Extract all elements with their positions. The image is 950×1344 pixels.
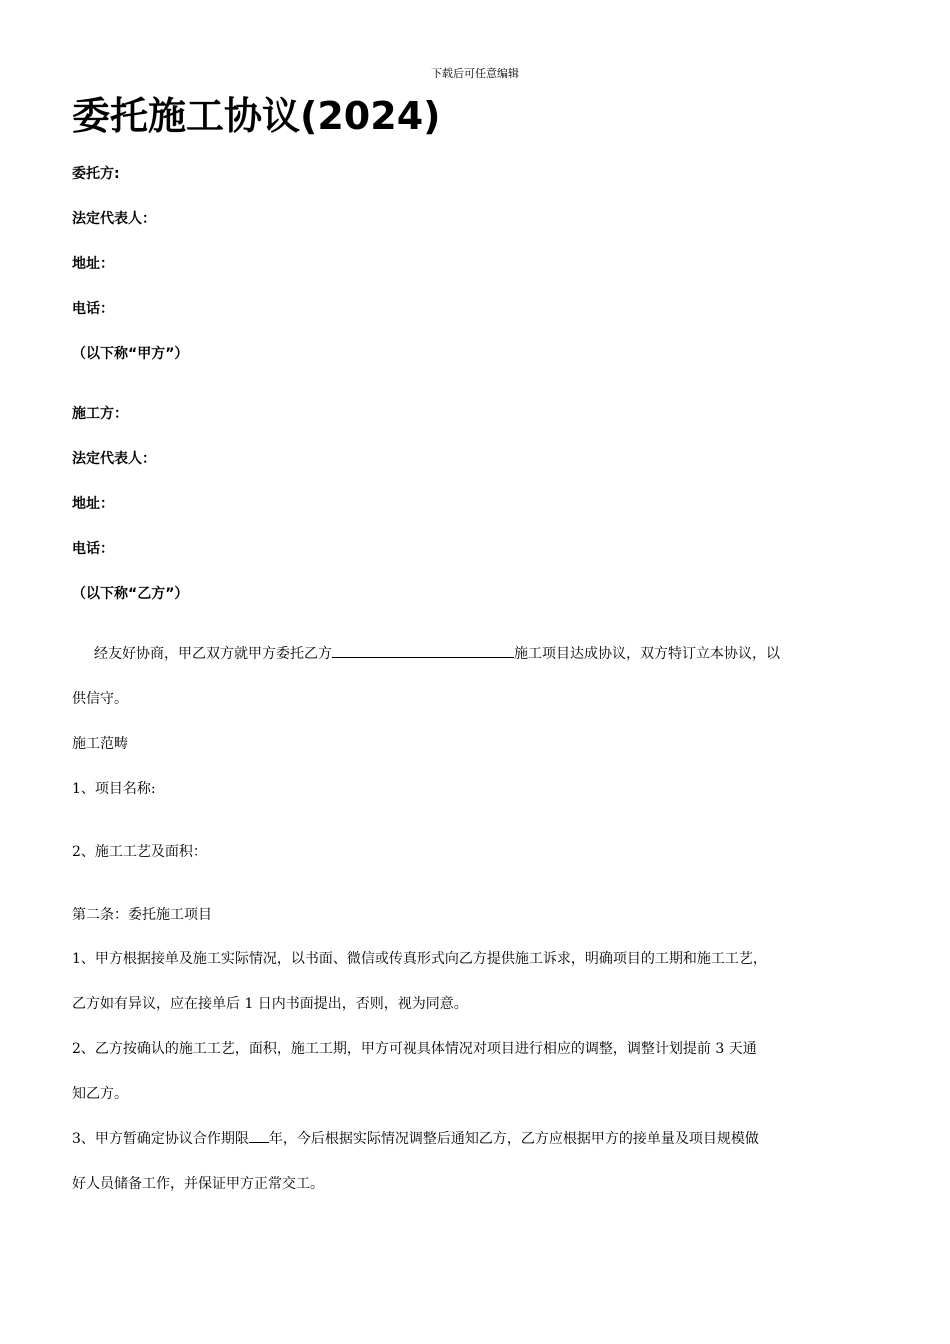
p3-text-after: 年，今后根据实际情况调整后通知乙方，乙方应根据甲方的接单量及项目规模做	[268, 1131, 759, 1147]
party-a-alias: （以下称“甲方”）	[72, 346, 189, 362]
p3-text-before: 3、甲方暂确定协议合作期限	[72, 1131, 249, 1147]
article-2-p2-line-1: 2、乙方按确认的施工工艺，面积，施工工期，甲方可视具体情况对项目进行相应的调整，调整计划提前 3 天通	[72, 1041, 757, 1057]
party-a-rep: 法定代表人：	[72, 211, 156, 227]
project-blank[interactable]	[332, 643, 514, 658]
party-b-phone: 电话：	[72, 541, 114, 557]
article-2-p1-line-1: 1、甲方根据接单及施工实际情况，以书面、微信或传真形式向乙方提供施工诉求，明确项目的工期和施工工艺，	[72, 951, 767, 967]
party-a-phone: 电话：	[72, 301, 114, 317]
scope-item-2: 2、施工工艺及面积：	[72, 844, 207, 860]
party-b-rep: 法定代表人：	[72, 451, 156, 467]
article-2-p2-line-2: 知乙方。	[72, 1086, 128, 1102]
party-b-label: 施工方：	[72, 406, 128, 422]
article-2-p3-line-1	[72, 1128, 759, 1150]
party-b-address: 地址：	[72, 496, 114, 512]
scope-item-1: 1、项目名称:	[72, 781, 156, 797]
document-title: 委托施工协议(2024)	[72, 94, 441, 138]
intro-text-after: 施工项目达成协议，双方特订立本协议，以	[514, 646, 780, 662]
article-2-p3-line-2: 好人员储备工作，并保证甲方正常交工。	[72, 1176, 324, 1192]
scope-heading: 施工范畴	[72, 736, 128, 752]
header-note: 下载后可任意编辑	[431, 67, 519, 80]
article-2-p1-line-2: 乙方如有异议，应在接单后 1 日内书面提出，否则，视为同意。	[72, 996, 468, 1012]
party-b-alias: （以下称“乙方”）	[72, 586, 189, 602]
intro-text-before: 经友好协商，甲乙双方就甲方委托乙方	[94, 646, 332, 662]
term-blank[interactable]	[249, 1128, 269, 1143]
intro-line-2: 供信守。	[72, 691, 128, 707]
article-2-heading: 第二条：委托施工项目	[72, 907, 212, 923]
party-a-label: 委托方:	[72, 166, 120, 182]
party-a-address: 地址：	[72, 256, 114, 272]
intro-line-1	[94, 643, 780, 665]
